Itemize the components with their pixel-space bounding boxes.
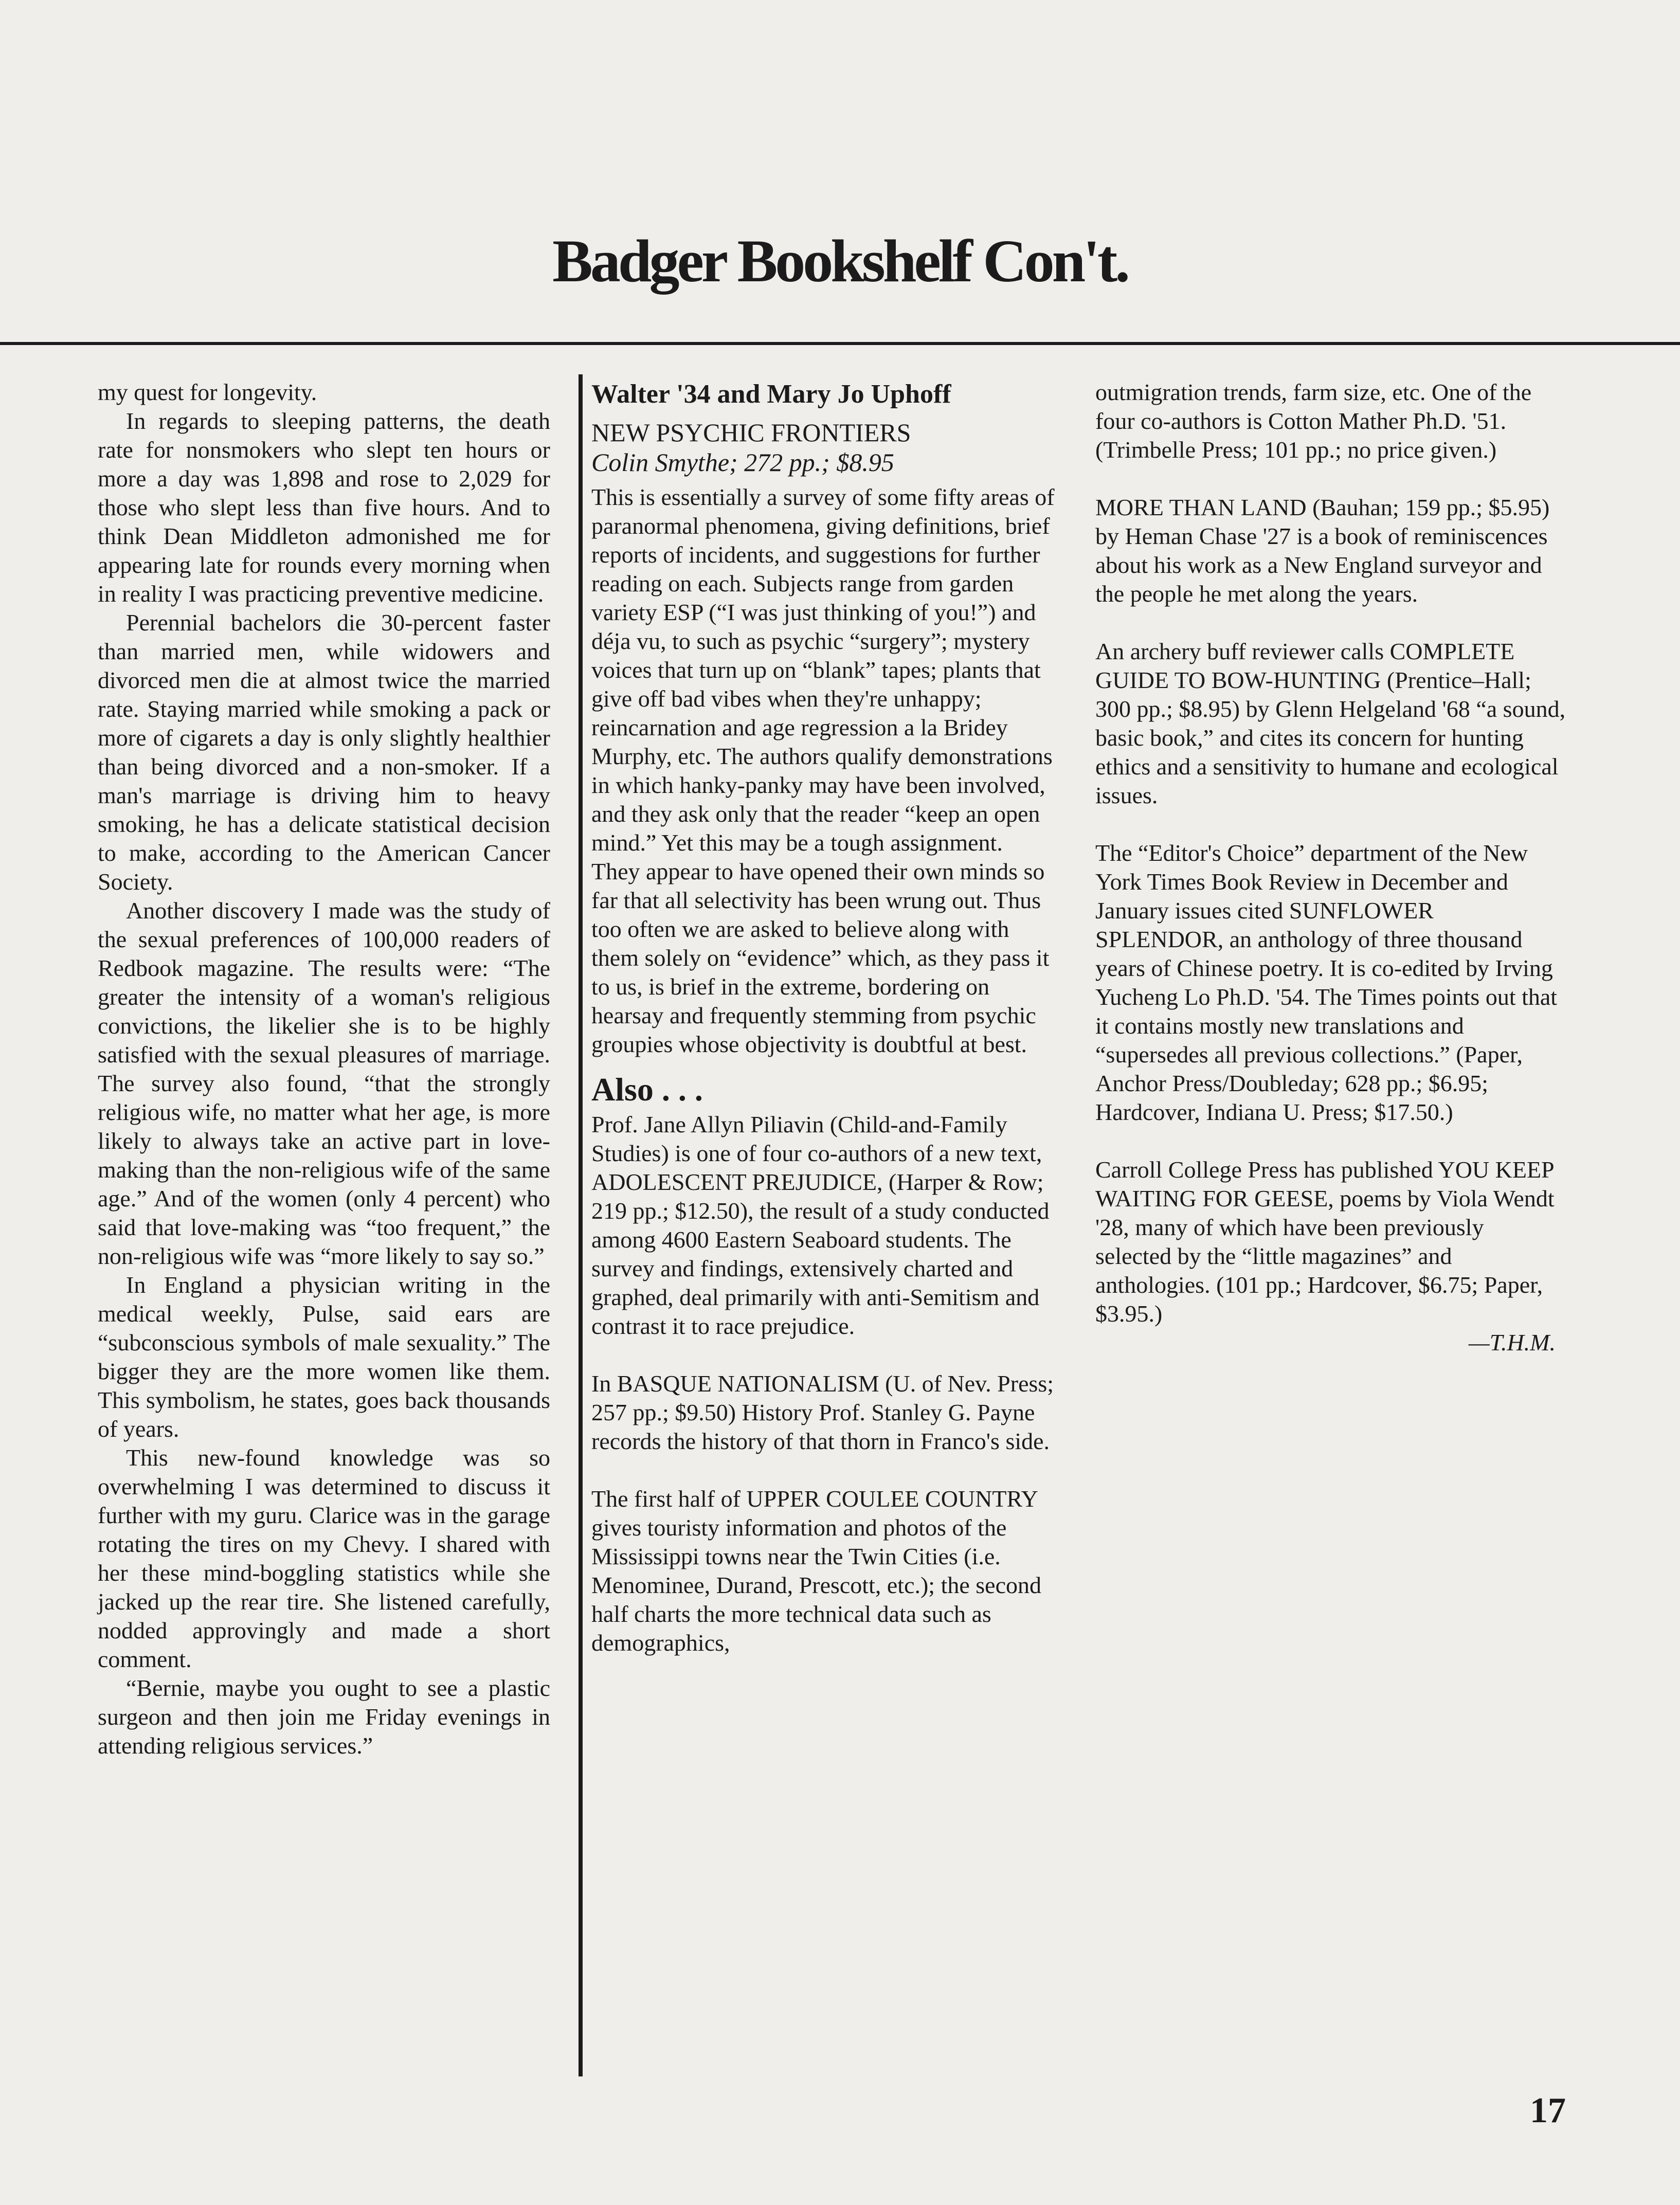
paragraph: Perennial bachelors die 30-percent faster than married men, while widowers and divorced men die at almost twice the married rate. Staying married while smoking a pack or more of cigarets a day is only slightly healthier than being divorced and a non-smoker. If a man's marriage is driving him to heavy smoking, he has a delicate statistical decision to make, according to the American Cancer Society. [98, 609, 550, 895]
book-title: NEW PSYCHIC FRONTIERS [591, 418, 911, 447]
page-title: Badger Bookshelf Con't. [552, 227, 1128, 295]
paragraph: This new-found knowledge was so overwhelming I was determined to discuss it further with my guru. Clarice was in the garage rotating the tires on my Chevy. I shared with her these mind-boggling statistics while she jacked up the rear tire. She listened carefully, nodded approvingly and made a short comment. [98, 1444, 550, 1672]
list-item: Prof. Jane Allyn Piliavin (Child-and-Family Studies) is one of four co-authors of a new text, ADOLESCENT PREJUDICE, (Harper & Row; 219 pp.; $12.50), the result of a study conducted among 4600 Eastern Seaboard students. The survey and findings, extensively charted and graphed, deal primarily with anti-Semitism and contrast it to race prejudice. [591, 1111, 1050, 1339]
page-number: 17 [1530, 2091, 1566, 2130]
column-3 [1095, 378, 1566, 1357]
list-item: Carroll College Press has published YOU KEEP WAITING FOR GEESE, poems by Viola Wendt '28, many of which have been previously selected by the “little magazines” and anthologies. (101 pp.; Hardcover, $6.75; Paper, $3.95.) [1095, 1156, 1555, 1327]
paragraph: “Bernie, maybe you ought to see a plastic surgeon and then join me Friday evenings in attending religious services.” [98, 1675, 550, 1759]
review-byline: Walter '34 and Mary Jo Uphoff [591, 379, 951, 409]
list-item: An archery buff reviewer calls COMPLETE GUIDE TO BOW-HUNTING (Prentice–Hall; 300 pp.; $8.95) by Glenn Helgeland '68 “a sound, basic book,” and cites its concern for hunting ethics and a sensitivity to humane and ecological issues. [1095, 638, 1566, 808]
paragraph: my quest for longevity. [98, 379, 317, 405]
book-info: Colin Smythe; 272 pp.; $8.95 [591, 448, 894, 477]
list-item: The first half of UPPER COULEE COUNTRY gives touristy information and photos of the Mississippi towns near the Twin Cities (i.e. Menominee, Durand, Prescott, etc.); the second half charts the more technical data such as demographics, [591, 1486, 1042, 1656]
header-rule [0, 342, 1680, 345]
also-heading: Also . . . [591, 1071, 703, 1108]
paragraph: In regards to sleeping patterns, the death rate for nonsmokers who slept ten hours or more a day was 1,898 and rose to 2,029 for those who slept less than five hours. And to think Dean Middleton admonished me for appearing late for rounds every morning when in reality I was practicing preventive medicine. [98, 408, 550, 607]
paragraph: Another discovery I made was the study of the sexual preferences of 100,000 readers of Redbook magazine. The results were: “The greater the intensity of a woman's religious convictions, the likelier she is to be highly satisfied with the sexual pleasures of marriage. The survey also found, “that the strongly religious wife, no matter what her age, is more likely to always take an active part in love-making than the non-religious wife of the same age.” And of the women (only 4 percent) who said that love-making was “too frequent,” the non-religious wife was “more likely to say so.” [98, 897, 550, 1269]
list-item: The “Editor's Choice” department of the New York Times Book Review in December and January issues cited SUNFLOWER SPLENDOR, an anthology of three thousand years of Chinese poetry. It is co-edited by Irving Yucheng Lo Ph.D. '54. The Times points out that it contains mostly new translations and “supersedes all previous collections.” (Paper, Anchor Press/Doubleday; 628 pp.; $6.95; Hardcover, Indiana U. Press; $17.50.) [1095, 840, 1558, 1125]
list-item: In BASQUE NATIONALISM (U. of Nev. Press; 257 pp.; $9.50) History Prof. Stanley G. Payne records the history of that thorn in Franco's side. [591, 1370, 1054, 1454]
signature: —T.H.M. [1468, 1329, 1556, 1355]
list-item: outmigration trends, farm size, etc. One of the four co-authors is Cotton Mather Ph.D. '51. (Trimbelle Press; 101 pp.; no price given.) [1095, 379, 1532, 463]
review-text: This is essentially a survey of some fifty areas of paranormal phenomena, giving definitions, brief reports of incidents, and suggestions for further reading on each. Subjects range from garden variety ESP (“I was just thinking of you!”) and déja vu, to such as psychic “surgery”; mystery voices that turn up on “blank” tapes; plants that give off bad vibes when they're unhappy; reincarnation and age regression a la Bridey Murphy, etc. The authors qualify demonstrations in which hanky-panky may have been involved, and they ask only that the reader “keep an open mind.” Yet this may be a tough assignment. They appear to have opened their own minds so far that all selectivity has been wrung out. Thus too often we are asked to believe along with them solely on “evidence” which, as they pass it to us, is brief in the extreme, bordering on hearsay and frequently stemming from psychic groupies whose objectivity is doubtful at best. [591, 484, 1055, 1057]
column-divider [579, 374, 583, 2076]
list-item: MORE THAN LAND (Bauhan; 159 pp.; $5.95) by Heman Chase '27 is a book of reminiscences about his work as a New England surveyor and the people he met along the years. [1095, 494, 1550, 607]
column-2 [591, 378, 1057, 1657]
paragraph: In England a physician writing in the medical weekly, Pulse, said ears are “subconscious symbols of male sexuality.” The bigger they are the more women like them. This symbolism, he states, goes back thousands of years. [98, 1272, 550, 1442]
column-1 [98, 378, 550, 1760]
